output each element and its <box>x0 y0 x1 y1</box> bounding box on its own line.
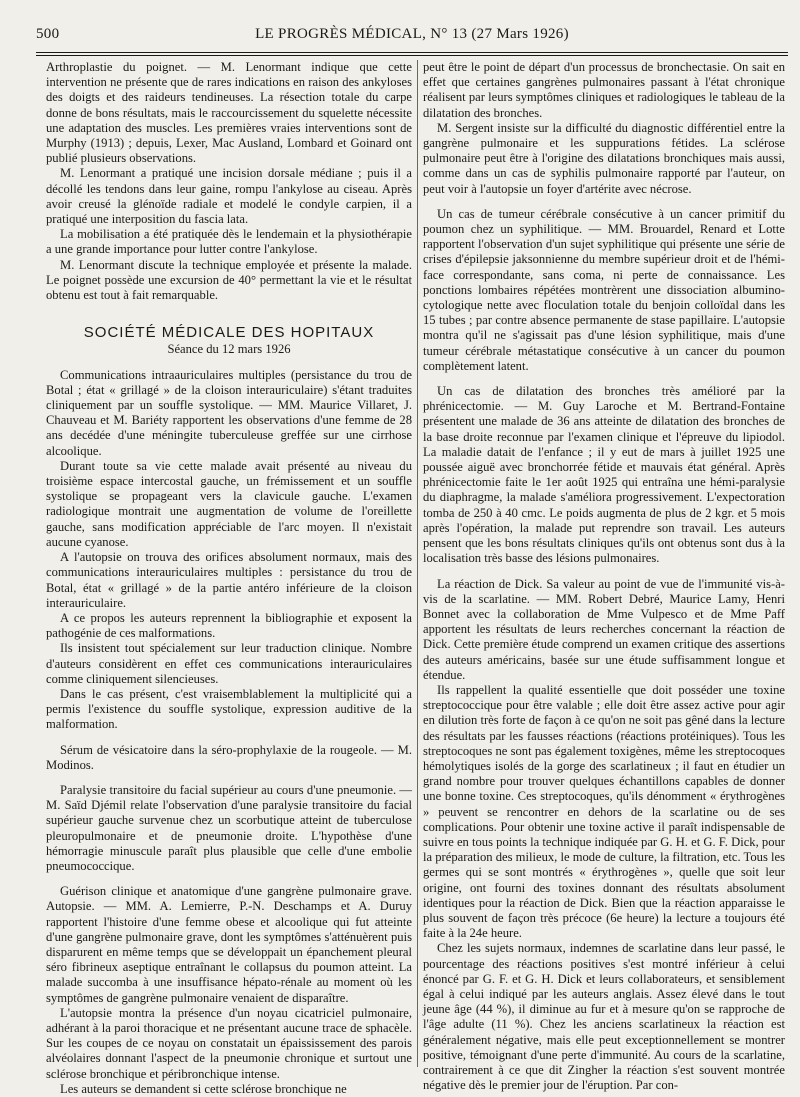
paragraph: Arthroplastie du poignet. — M. Lenormant indique que cette intervention ne présente que de rares indications en raison des ankyloses des doigts et des raideurs tendineuses. La résection totale du carpe donne de bons résultats, mais le raccourcissement du squelette nécessite une adaptation des muscles. Les premières vraies interventions sont de Murphy (1913) ; depuis, Lexer, Mac Ausland, Lombard et Goinard ont publié plusieurs observations. <box>46 60 412 166</box>
paragraph: Dans le cas présent, c'est vraisemblablement la multiplicité qui a permis l'existence du souffle systolique, expression auditive de la malformation. <box>46 686 412 732</box>
journal-title: LE PROGRÈS MÉDICAL, N° 13 (27 Mars 1926) <box>255 26 569 42</box>
column-divider <box>417 60 418 1067</box>
paragraph: La mobilisation a été pratiquée dès le lendemain et la physiothérapie a une grande importance pour lutter contre l'ankylose. <box>46 227 412 257</box>
paragraph: peut être le point de départ d'un processus de bronchectasie. On sait en effet que certaines gangrènes pulmonaires passant à l'état chronique réalisent par leurs symptômes cliniques et radiologiques le tableau de la dilatation des bronches. <box>423 60 785 120</box>
paragraph: La réaction de Dick. Sa valeur au point de vue de l'immunité vis-à-vis de la scarlatine. — MM. Robert Debré, Maurice Lamy, Henri Bonnet avec la collaboration de Mme Vulpesco et de Mme Paff apportent les résultats de leurs recherches concernant la réaction de Dick. Cette première étude comprend un examen critique des assertions des auteurs américains, basée sur une étude suffisamment longue et étendue. <box>423 576 785 682</box>
paragraph: Sérum de vésicatoire dans la séro-prophylaxie de la rougeole. — M. Modinos. <box>46 742 412 772</box>
section-title: SOCIÉTÉ MÉDICALE DES HOPITAUX <box>83 324 375 342</box>
paragraph: Ils insistent tout spécialement sur leur traduction clinique. Nombre d'auteurs considèrent en effet ces communications interauriculaires comme cliniquement silencieuses. <box>46 641 412 686</box>
session-date: Séance du 12 mars 1926 <box>167 342 291 357</box>
paragraph: L'autopsie montra la présence d'un noyau cicatriciel pulmonaire, adhérant à la paroi thoracique et ne présentant aucune trace de sphacèle. Sur les coupes de ce noyau on constatait un épaississement des parois alvéolaires donnant l'aspect de la pneumonie chronique et surtout une sclérose bronchique et péribronchique intense. <box>46 1005 412 1081</box>
paragraph: M. Lenormant a pratiqué une incision dorsale médiane ; puis il a décollé les tendons dans leur gaine, rompu l'ankylose au ciseau. Après avoir creusé la glénoïde radiale et modelé le condyle carpien, il a pratiqué une interposition du fascia lata. <box>46 166 412 227</box>
paragraph: Ils rappellent la qualité essentielle que doit posséder une toxine streptococcique pour être valable ; elle doit être assez active pour agir en dilution très forte de façon à ce qu'on ne soit pas gêné dans la lecture des résultats par les fausses réactions (réactions protéiniques). Tous les streptocoques ne sont pas également toxigènes, même les streptocoques hémolytiques isolés de la gorge des scarlatineux ; il faut en étudier un grand nombre pour trouver quelques échantillons capables de donner une bonne toxine. Ces streptocoques, qu'ils dénomment « érythrogènes » peuvent se rencontrer en dehors de la scarlatine ou de ses complications. Pour obtenir une toxine active il paraît indispensable de suivre en tous points la technique indiquée par G. H. et G. F. Dick, pour la préparation des milieux, le mode de culture, la filtration, etc. Tous les germes qui se sont montrés « érythrogènes », quelle que soit leur origine, ont fourni des toxines donnant des résultats absolument identiques pour la réaction de Dick. Bien que la réaction apparaisse le plus souvent de façon très précoce (6e heure) la lecture a toujours été faite à la 24e heure. <box>423 682 785 941</box>
paragraph: Communications intraauriculaires multiples (persistance du trou de Botal ; état « grillagé » de la cloison interauriculaire) s'étant traduites cliniquement par un souffle systolique. — MM. Maurice Villaret, J. Chauveau et M. Bariéty rapportent les observations d'une femme de 28 ans decédée d'une méningite tuberculeuse greffée sur une cirrhose alcoolique. <box>46 367 412 458</box>
paragraph: Un cas de tumeur cérébrale consécutive à un cancer primitif du poumon chez un syphilitique. — MM. Brouardel, Renard et Lotte rapportent l'observation d'un sujet syphilitique qui présente une série de crises d'épilepsie jaksonnienne du membre supérieur droit et de l'hémi-face correspondante, sans coma, ni perte de connaissance. Les ponctions lombaires répétées montrèrent une dissociation albumino-cytologique nette avec floculation totale du benjoin colloïdal dans les 15 tubes ; par contre absence permanente de stase papillaire. L'autopsie montra qu'il ne s'agissait pas d'une lésion syphilitique, mais d'une tumeur cérébrale métastatique consécutive à un cancer du poumon complètement latent. <box>423 206 785 373</box>
paragraph: M. Sergent insiste sur la difficulté du diagnostic différentiel entre la gangrène pulmonaire et les suppurations fétides. La sclérose pulmonaire peut être à l'origine des dilatations bronchiques mais aussi, comme dans un cas de syphilis pulmonaire rapporté par l'auteur, on peut voir à l'autopsie un foyer d'artérite avec nécrose. <box>423 120 785 196</box>
paragraph: Les auteurs se demandent si cette sclérose bronchique ne <box>60 1081 347 1096</box>
paragraph: A ce propos les auteurs reprennent la bibliographie et exposent la pathogénie de ces malformations. <box>46 610 412 641</box>
running-header <box>36 26 788 48</box>
paragraph: Chez les sujets normaux, indemnes de scarlatine dans leur passé, le pourcentage des réactions positives s'est montré inférieur à celui énoncé par G. F. et G. H. Dick et leurs collaborateurs, et sensiblement égal à celui indiqué par les auteurs anglais. Assez élevé dans le tout jeune âge (44 %), il diminue au fur et à mesure qu'on se rapproche de l'âge adulte (11 %). Chez les anciens scarlatineux la réaction est généralement négative, mais elle peut exceptionnellement se montrer positive, témoignant d'une perte d'immunité. Au cours de la scarlatine, contrairement à ce que dit Zingher la réaction s'est souvent montrée négative dès le premier jour de l'éruption. Par con- <box>423 941 785 1093</box>
left-column <box>46 60 412 1096</box>
right-column <box>423 60 785 1093</box>
paragraph: M. Lenormant discute la technique employée et présente la malade. Le poignet possède une excursion de 40° permettant la vie et le résultat obtenu est tout à fait remarquable. <box>46 257 412 303</box>
paragraph: Guérison clinique et anatomique d'une gangrène pulmonaire grave. Autopsie. — MM. A. Lemierre, P.-N. Deschamps et A. Duruy rapportent l'histoire d'une femme obese et alcoolique qui fut atteinte d'une gangrène pulmonaire grave, dont les symptômes s'atténuèrent puis disparurent en même temps que se développait un épanchement pleural séro fibrineux aseptique entraînant le collapsus du poumon atteint. La malade succomba à une insuffisance hépato-rénale au moment où les symptômes de gangrène pulmonaire venaient de disparaître. <box>46 884 412 1005</box>
paragraph: Un cas de dilatation des bronches très amélioré par la phrénicectomie. — M. Guy Laroche et M. Bertrand-Fontaine présentent une malade de 36 ans atteinte de dilatation des bronches de la base droite reconnue par l'examen clinique et l'épreuve du lipiodol. La maladie datait de l'enfance ; il y eut de mars à juillet 1925 une poussée aiguë avec bronchorrée fétide et mauvais état général. Après phrénicectomie faite le 1er août 1925 qui entraîna une hémi-paralysie du diaphragme, la malade s'améliora progressivement. L'expectoration tomba de 250 à 40 cmc. Le poids augmenta de plus de 2 kgr. et 5 mois après l'opération, la malade put reprendre son travail. Les auteurs pensent que les bons résultats cliniques qu'ils ont obtenus sont dus à la localisation très basse des lésions pulmonaires. <box>423 384 785 566</box>
paragraph: A l'autopsie on trouva des orifices absolument normaux, mais des communications interauriculaires multiples : persistance du trou de Botal, état « grillagé » de la partie antéro inférieure de la cloison interauriculaire. <box>46 550 412 610</box>
page-number: 500 <box>36 26 60 42</box>
header-rule <box>36 52 788 56</box>
paragraph: Paralysie transitoire du facial supérieur au cours d'une pneumonie. — M. Saïd Djémil relate l'observation d'une paralysie transitoire du facial supérieur gauche survenue chez un scorbutique atteint de tuberculose pleuropulmonaire et de pneumonie droite. L'hypothèse d'une hémorragie minuscule paraît plus plausible que celle d'une embolie pneumococcique. <box>46 782 412 873</box>
paragraph: Durant toute sa vie cette malade avait présenté au niveau du troisième espace intercostal gauche, un frémissement et un souffle systolique se propageant vers la clavicule gauche. L'examen radiologique montrait une augmentation de volume de l'oreillette gauche, sans modification appréciable de l'arc moyen. Il n'existait aucune cyanose. <box>46 458 412 549</box>
